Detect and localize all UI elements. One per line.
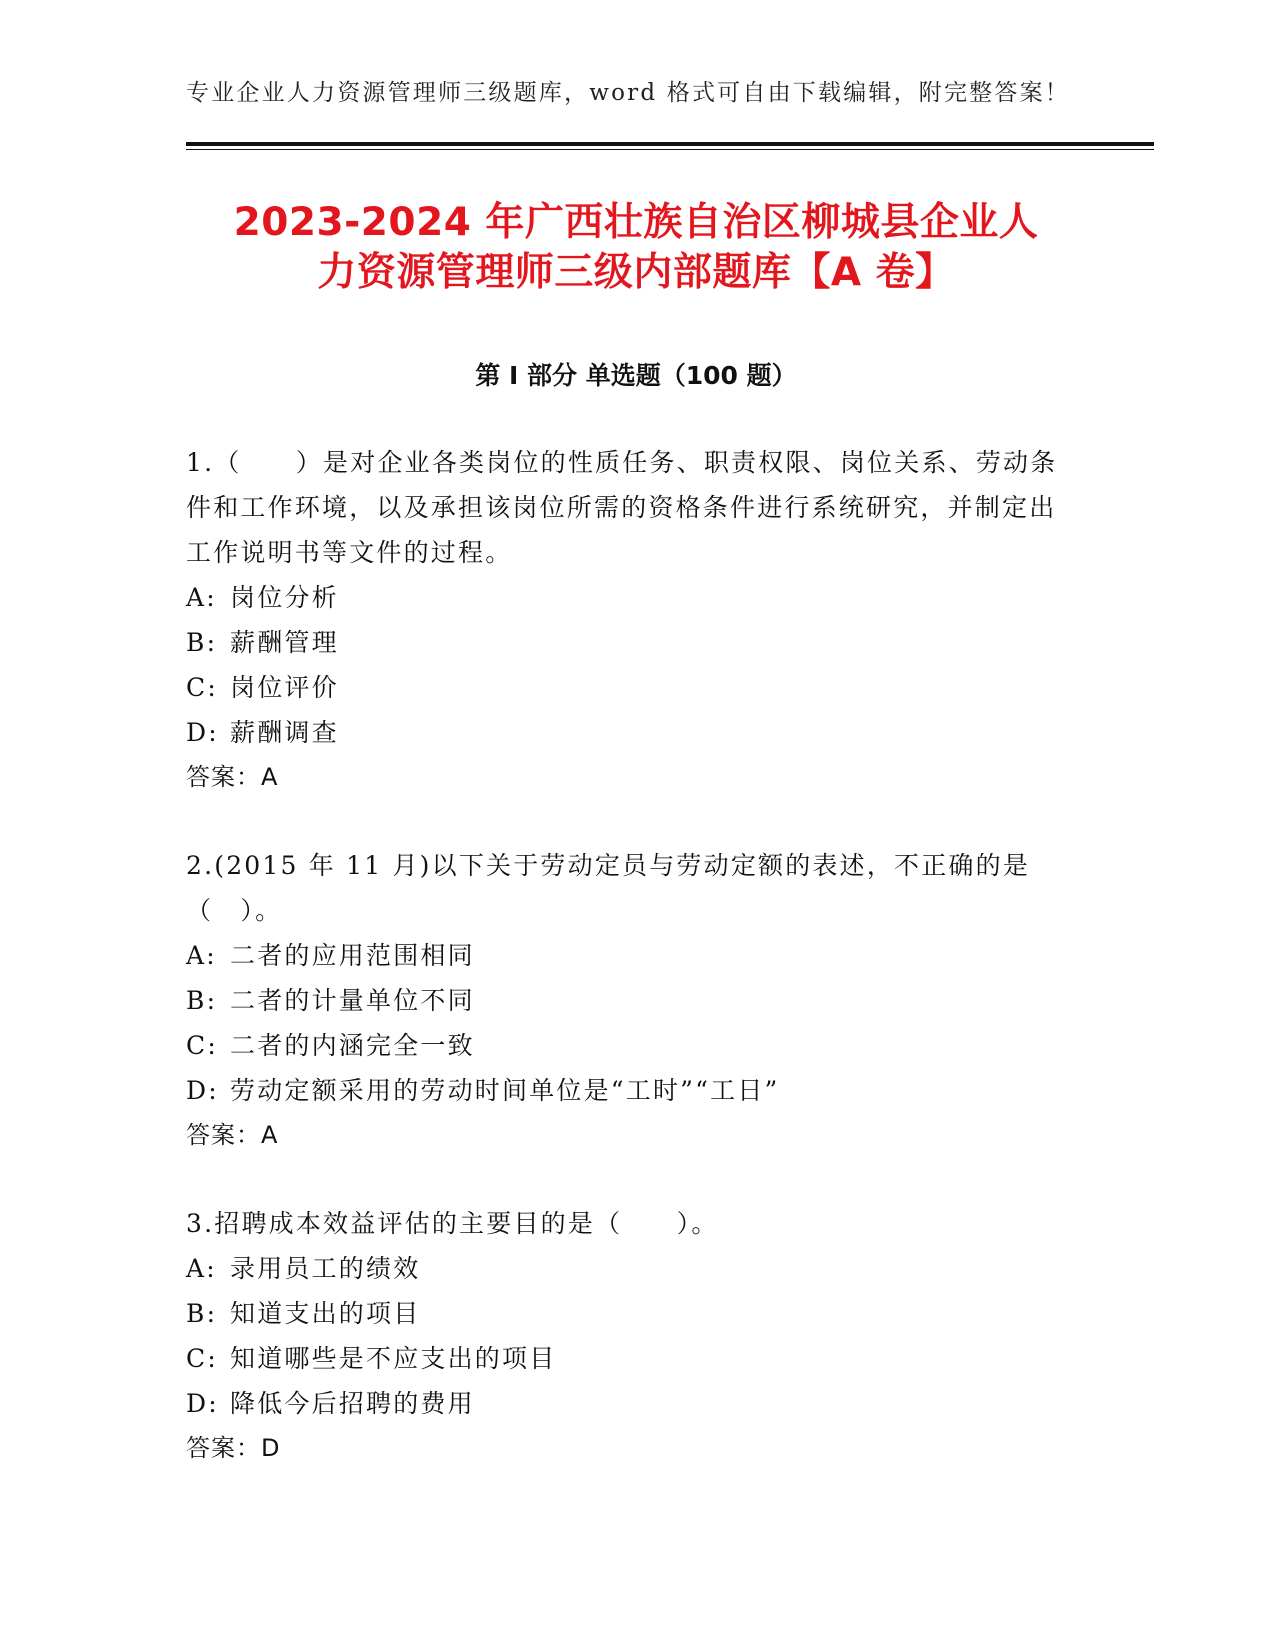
option-key: C: [186, 1031, 218, 1060]
option-a [186, 575, 1066, 620]
option-text: 二者的计量单位不同 [230, 986, 475, 1015]
question-stem: 2.(2015 年 11 月)以下关于劳动定员与劳动定额的表述，不正确的是（ ）。 [186, 851, 1031, 925]
option-c [186, 1023, 1066, 1068]
option-d [186, 1381, 1066, 1426]
page-header: 专业企业人力资源管理师三级题库，word 格式可自由下载编辑，附完整答案！ [186, 80, 1070, 106]
option-key: B: [186, 1299, 218, 1328]
option-text: 知道支出的项目 [230, 1299, 421, 1328]
option-text: 岗位分析 [230, 583, 339, 612]
option-key: C: [186, 673, 218, 702]
section-title: 第 I 部分 单选题（100 题） [475, 361, 797, 390]
option-d [186, 1068, 1066, 1113]
option-text: 知道哪些是不应支出的项目 [230, 1344, 557, 1373]
question-stem: 1.（ ）是对企业各类岗位的性质任务、职责权限、岗位关系、劳动条件和工作环境，以及承担该岗位所需的资格条件进行系统研究，并制定出工作说明书等文件的过程。 [186, 448, 1058, 567]
option-d [186, 710, 1066, 755]
option-key: D: [186, 718, 219, 747]
header-rule-thick [186, 142, 1154, 146]
question-list [186, 440, 1066, 1514]
option-b [186, 1291, 1066, 1336]
document-title-line-2: 力资源管理师三级内部题库【A 卷】 [317, 250, 955, 295]
option-key: A: [186, 583, 217, 612]
option-text: 二者的内涵完全一致 [230, 1031, 475, 1060]
option-text: 录用员工的绩效 [230, 1254, 421, 1283]
answer-line: 答案：A [186, 763, 279, 791]
question-2 [186, 843, 1066, 1158]
option-text: 二者的应用范围相同 [230, 941, 475, 970]
question-3 [186, 1201, 1066, 1471]
option-text: 岗位评价 [230, 673, 339, 702]
option-key: B: [186, 986, 218, 1015]
option-text: 薪酬管理 [230, 628, 339, 657]
document-title-line-1: 2023-2024 年广西壮族自治区柳城县企业人 [233, 200, 1039, 245]
option-text: 劳动定额采用的劳动时间单位是“工时”“工日” [230, 1076, 780, 1105]
option-key: A: [186, 1254, 217, 1283]
header-rule-thin [186, 149, 1154, 150]
option-key: B: [186, 628, 218, 657]
option-a [186, 1246, 1066, 1291]
question-1 [186, 440, 1066, 800]
option-text: 薪酬调查 [230, 718, 339, 747]
document-title [186, 198, 1086, 298]
option-c [186, 665, 1066, 710]
answer-line: 答案：A [186, 1121, 279, 1149]
question-stem: 3.招聘成本效益评估的主要目的是（ ）。 [186, 1209, 719, 1238]
option-key: C: [186, 1344, 218, 1373]
option-a [186, 933, 1066, 978]
option-key: D: [186, 1389, 219, 1418]
option-text: 降低今后招聘的费用 [230, 1389, 475, 1418]
answer-line: 答案：D [186, 1434, 281, 1462]
option-b [186, 978, 1066, 1023]
option-key: A: [186, 941, 217, 970]
option-key: D: [186, 1076, 219, 1105]
option-c [186, 1336, 1066, 1381]
option-b [186, 620, 1066, 665]
